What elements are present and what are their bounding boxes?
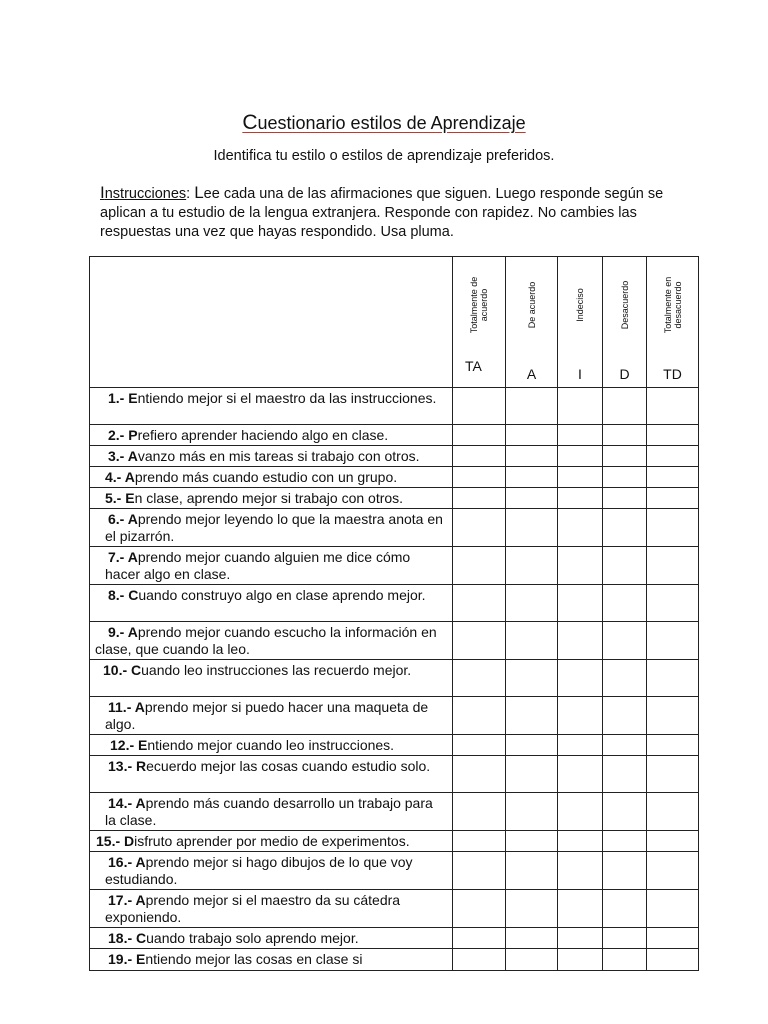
statement-text: uando construyo algo en clase aprendo mejor. [138,587,426,603]
instructions-label: Instrucciones [100,183,187,202]
answer-cell-i[interactable] [558,735,603,756]
statement-cell [90,660,453,697]
answer-cell-d[interactable] [603,388,647,425]
statement-text: prendo mejor si puedo hacer una maqueta de algo. [105,699,429,732]
statement-cell [90,585,453,622]
statement-number: 12.- E [110,737,148,753]
answer-cell-td[interactable] [647,949,699,971]
answer-cell-i[interactable] [558,547,603,585]
answer-cell-td[interactable] [647,467,699,488]
statement-text: ntiendo mejor las cosas en clase si [145,951,363,967]
statement-header-cell [90,257,453,388]
statement-cell [90,756,453,793]
table-row [90,949,699,971]
statement-text: uando leo instrucciones las recuerdo mejor. [141,662,412,678]
statement-cell [90,488,453,509]
answer-cell-d[interactable] [603,446,647,467]
answer-cell-d[interactable] [603,735,647,756]
answer-cell-i[interactable] [558,488,603,509]
answer-cell-ta[interactable] [453,425,506,446]
table-row [90,388,699,425]
answer-cell-a[interactable] [506,622,558,660]
statement-text: prendo mejor leyendo lo que la maestra anota en el pizarrón. [105,511,443,544]
answer-cell-d[interactable] [603,660,647,697]
answer-cell-ta[interactable] [453,388,506,425]
answer-cell-ta[interactable] [453,793,506,831]
answer-cell-i[interactable] [558,622,603,660]
answer-cell-d[interactable] [603,852,647,890]
subtitle: Identifica tu estilo o estilos de aprendizaje preferidos. [213,148,555,164]
answer-cell-td[interactable] [647,488,699,509]
answer-cell-td[interactable] [647,852,699,890]
answer-cell-a[interactable] [506,585,558,622]
answer-cell-ta[interactable] [453,660,506,697]
answer-cell-d[interactable] [603,585,647,622]
statement-number: 5.- E [105,490,135,506]
statement-cell [90,697,453,735]
statement-number: 13.- R [108,758,147,774]
answer-cell-ta[interactable] [453,756,506,793]
column-header-td: Totalmente en desacuerdo TD [647,257,699,388]
answer-cell-ta[interactable] [453,446,506,467]
answer-cell-ta[interactable] [453,697,506,735]
answer-cell-a[interactable] [506,446,558,467]
statement-cell [90,735,453,756]
statement-text: isfruto aprender por medio de experimentos. [134,833,410,849]
answer-cell-i[interactable] [558,585,603,622]
column-header-a: De acuerdo A [506,257,558,388]
instructions: Instrucciones: Lee cada una de las afirmaciones que siguen. Luego responde según se aplican a tu estudio de la lengua extranjera. Responde con rapidez. No cambies las respuestas una vez que hayas respondido. Usa pluma. [100,183,664,240]
answer-cell-d[interactable] [603,928,647,949]
answer-cell-i[interactable] [558,446,603,467]
statement-text: ecuerdo mejor las cosas cuando estudio solo. [146,758,431,774]
answer-cell-ta[interactable] [453,488,506,509]
answer-cell-td[interactable] [647,425,699,446]
answer-cell-d[interactable] [603,697,647,735]
answer-cell-a[interactable] [506,467,558,488]
answer-cell-i[interactable] [558,467,603,488]
table-row [90,622,699,660]
statement-cell [90,509,453,547]
answer-cell-td[interactable] [647,890,699,928]
statement-cell [90,928,453,949]
table-row [90,735,699,756]
statement-text: prendo mejor cuando alguien me dice cómo hacer algo en clase. [105,549,411,582]
answer-cell-td[interactable] [647,735,699,756]
statement-cell [90,852,453,890]
table-row [90,488,699,509]
answer-cell-i[interactable] [558,425,603,446]
statement-cell [90,793,453,831]
statement-number: 3.- A [108,448,138,464]
statement-number: 1.- E [108,390,138,406]
table-row [90,928,699,949]
answer-cell-ta[interactable] [453,585,506,622]
table-row [90,467,699,488]
answer-cell-i[interactable] [558,928,603,949]
statement-text: prendo mejor cuando escucho la información en clase, que cuando la leo. [95,624,437,657]
statement-cell [90,446,453,467]
questionnaire-table [89,256,699,971]
answer-cell-ta[interactable] [453,890,506,928]
answer-cell-a[interactable] [506,756,558,793]
answer-cell-a[interactable] [506,697,558,735]
statement-text: prendo mejor si el maestro da su cátedra exponiendo. [105,892,401,925]
statement-text: prendo más cuando desarrollo un trabajo para la clase. [105,795,433,828]
answer-cell-a[interactable] [506,388,558,425]
answer-cell-a[interactable] [506,928,558,949]
statement-number: 19.- E [108,951,146,967]
table-row [90,756,699,793]
answer-cell-ta[interactable] [453,509,506,547]
page-title [0,111,768,135]
answer-cell-td[interactable] [647,622,699,660]
table-header-row [90,257,699,388]
answer-cell-a[interactable] [506,735,558,756]
statement-text: prendo más cuando estudio con un grupo. [134,469,398,485]
answer-cell-a[interactable] [506,509,558,547]
answer-cell-i[interactable] [558,890,603,928]
answer-cell-i[interactable] [558,852,603,890]
statement-number: 16.- A [108,854,146,870]
answer-cell-td[interactable] [647,446,699,467]
statement-cell [90,831,453,852]
answer-cell-ta[interactable] [453,547,506,585]
answer-cell-d[interactable] [603,831,647,852]
statement-number: 14.- A [108,795,146,811]
statement-number: 11.- A [108,699,145,715]
answer-cell-td[interactable] [647,756,699,793]
answer-cell-i[interactable] [558,388,603,425]
answer-cell-td[interactable] [647,585,699,622]
answer-cell-d[interactable] [603,756,647,793]
table-row [90,660,699,697]
answer-cell-a[interactable] [506,852,558,890]
statement-cell [90,622,453,660]
answer-cell-d[interactable] [603,949,647,971]
answer-cell-td[interactable] [647,831,699,852]
table-row [90,793,699,831]
statement-number: 9.- A [108,624,138,640]
table-row [90,585,699,622]
table-row [90,697,699,735]
statement-cell [90,547,453,585]
answer-cell-ta[interactable] [453,622,506,660]
answer-cell-a[interactable] [506,660,558,697]
answer-cell-ta[interactable] [453,949,506,971]
answer-cell-td[interactable] [647,793,699,831]
answer-cell-ta[interactable] [453,928,506,949]
statement-cell [90,388,453,425]
statement-number: 18.- C [108,930,147,946]
answer-cell-td[interactable] [647,509,699,547]
table-row [90,547,699,585]
statement-cell [90,949,453,971]
statement-text: prendo mejor si hago dibujos de lo que voy estudiando. [105,854,413,887]
statement-number: 10.- C [103,662,142,678]
answer-cell-i[interactable] [558,831,603,852]
table-row [90,890,699,928]
statement-cell [90,467,453,488]
title-rest: uestionario estilos de Aprendizaje [257,113,526,133]
column-header-d: Desacuerdo D [603,257,647,388]
instructions-text: ee cada una de las afirmaciones que siguen. Luego responde según se aplican a tu estudio de la lengua extranjera. Responde con rapidez. No cambies las respuestas una vez que hayas respondido. Usa pluma. [100,186,664,240]
answer-cell-td[interactable] [647,547,699,585]
statement-number: 7.- A [108,549,138,565]
statement-text: vanzo más en mis tareas si trabajo con otros. [137,448,420,464]
answer-cell-i[interactable] [558,660,603,697]
answer-cell-a[interactable] [506,793,558,831]
statement-number: 15.- D [96,833,135,849]
answer-cell-a[interactable] [506,425,558,446]
statement-cell [90,425,453,446]
answer-cell-a[interactable] [506,831,558,852]
answer-cell-ta[interactable] [453,852,506,890]
statement-text: n clase, aprendo mejor si trabajo con otros. [134,490,404,506]
answer-cell-ta[interactable] [453,831,506,852]
answer-cell-d[interactable] [603,793,647,831]
column-header-ta: Totalmente de acuerdo TA [453,257,506,388]
table-row [90,446,699,467]
answer-cell-td[interactable] [647,697,699,735]
statement-number: 4.- A [105,469,135,485]
answer-cell-a[interactable] [506,547,558,585]
statement-number: 8.- C [108,587,139,603]
table-row [90,509,699,547]
answer-cell-td[interactable] [647,388,699,425]
answer-cell-d[interactable] [603,890,647,928]
answer-cell-d[interactable] [603,467,647,488]
answer-cell-td[interactable] [647,928,699,949]
answer-cell-i[interactable] [558,697,603,735]
answer-cell-d[interactable] [603,509,647,547]
answer-cell-ta[interactable] [453,735,506,756]
answer-cell-d[interactable] [603,622,647,660]
title-first-letter: C [242,111,258,134]
table-row [90,831,699,852]
answer-cell-a[interactable] [506,949,558,971]
statement-number: 2.- P [108,427,138,443]
answer-cell-i[interactable] [558,949,603,971]
answer-cell-i[interactable] [558,509,603,547]
statement-text: refiero aprender haciendo algo en clase. [137,427,389,443]
answer-cell-td[interactable] [647,660,699,697]
answer-cell-d[interactable] [603,425,647,446]
statement-text: uando trabajo solo aprendo mejor. [146,930,359,946]
statement-number: 17.- A [108,892,146,908]
answer-cell-ta[interactable] [453,467,506,488]
statement-text: ntiendo mejor cuando leo instrucciones. [147,737,395,753]
answer-cell-i[interactable] [558,756,603,793]
statement-text: ntiendo mejor si el maestro da las instrucciones. [137,390,437,406]
table-row [90,425,699,446]
answer-cell-a[interactable] [506,890,558,928]
column-header-i: Indeciso I [558,257,603,388]
table-row [90,852,699,890]
answer-cell-d[interactable] [603,547,647,585]
answer-cell-a[interactable] [506,488,558,509]
statement-number: 6.- A [108,511,138,527]
statement-cell [90,890,453,928]
answer-cell-d[interactable] [603,488,647,509]
answer-cell-i[interactable] [558,793,603,831]
